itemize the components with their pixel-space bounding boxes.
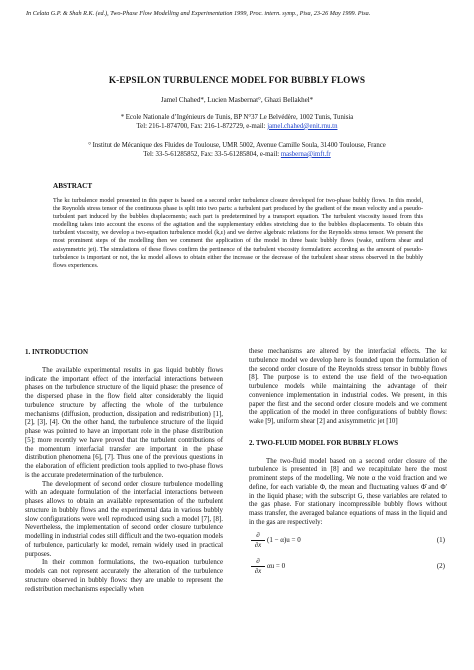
- intro-continuation: these mechanisms are altered by the interfacial effects. The kε turbulence model we develop here is founded upon the formulation of the second order closure of the Reynolds stress tensor in bubbly flows [8]. The purpose is to extend the use field of the two-equation turbulence models while maintaining the advantage of their convenience implementation in industrial codes. We present, in this paper the first and the second order closure models and we comment the application of the model in three configurations of bubbly flows: wake [9], uniform shear [2] and axisymmetric jet [10]: [249, 348, 447, 425]
- equation-2-numerator: ∂: [256, 556, 260, 565]
- equation-1-body: (1 − α)u = 0: [267, 535, 301, 544]
- header-note: In Celata G.P. & Shah R.K. (ed.), Two-Phase Flow Modelling and Experimentation 1999, Proc. intern. symp., Pisa, 23-26 May 1999. Pisa.: [26, 10, 371, 17]
- abstract-text: The kε turbulence model presented in this paper is based on a second order turbulence closure developed for two-phase bubbly flows. In this model, the Reynolds stress tensor of the continuous phase is split into two parts: a turbulent part produced by the gradient of the mean velocity and a pseudo-turbulent part induced by the bubbles displacements; each part is predetermined by a transport equation. The turbulent viscosity issued from this modelling takes into account the excess of the agitation and the supplementary eddies stretching due to the bubbles displacements. To obtain this turbulent viscosity, we develop a two-equation turbulence model (k,ε) and we derive algebraic relations for the Reynolds stress tensor. We present the most prominent steps of the modelling then we comment the application of the model in three basic bubbly flows (wake, uniform shear and axisymmetric jet). The simulations of these flows confirm the pertinence of the turbulent viscosity formulation: according as the amount of pseudo-turbulence is important or not, the kε model allows to obtain either the increase or the decrease of the turbulent shear stress observed in the bubbly flows experiences.: [53, 198, 423, 269]
- section-2-heading: 2. TWO-FLUID MODEL FOR BUBBLY FLOWS: [249, 438, 399, 447]
- affiliation-2: [0, 142, 474, 159]
- left-column: [25, 348, 223, 594]
- intro-paragraph-3: In their common formulations, the two-equation turbulence models can not represent accurately the alteration of the turbulence structure observed in bubbly flows: they are unable to represent the redistribution mechanisms especially when: [25, 559, 223, 593]
- authors: Jamel Chahed*, Lucien Masbernat°, Ghazi Bellakhel*: [160, 96, 314, 104]
- affiliation-2-phone: Tel: 33-5-61285852, Fax: 33-5-61285804, e-mail:: [143, 150, 281, 158]
- affiliation-1-phone: Tel: 216-1-874700, Fax: 216-1-872729, e-mail:: [136, 122, 268, 130]
- section-2-paragraph: The two-fluid model based on a second order closure of the turbulence is presented in [8] and we recapitulate here the most prominent steps of the modelling. We note α the void fraction and we define, for each variable Φ, the mean and fluctuating values Φ̄ and Φ′ in the liquid phase; with the subscript G, these variables are related to the gas phase. For stationary incompressible bubbly flows without mass transfer, the averaged balance equations of mass in the liquid and in the gas are respectively:: [249, 457, 447, 526]
- abstract-heading: ABSTRACT: [53, 182, 93, 190]
- equation-2-denominator: ∂x: [254, 566, 262, 575]
- affiliation-2-contact: [0, 151, 474, 160]
- intro-paragraph-2: The development of second order closure turbulence modelling with an adequate formulation of the interfacial interactions between phases allows to obtain an available representation of the turbulent structure in bubbly flows and the experimental data in various bubbly slow configurations were well reproduced using such a model [7], [8]. Nevertheless, the implementation of second order closure turbulence modelling in industrial codes still difficult and the two-equation models of turbulence, particularly kε model, remain widely used in practical purposes.: [25, 480, 223, 558]
- equation-2-number: (2): [436, 561, 445, 570]
- equation-2: [249, 558, 447, 580]
- introduction-heading: 1. INTRODUCTION: [25, 348, 89, 356]
- affiliation-1-address: * Ecole Nationale d’Ingénieurs de Tunis, BP N°37 Le Belvédère, 1002 Tunis, Tunisia: [120, 114, 354, 121]
- equation-2-body: αu = 0: [267, 561, 286, 570]
- intro-paragraph-1: The available experimental results in gas liquid bubbly flows indicate the important effect of the interfacial interactions between phases on the turbulence structure of the liquid phase: the presence of the dispersed phase in the flow field alter considerably the liquid turbulence structure by affecting the whole of the turbulence mechanisms (diffusion, production, dissipation and redistribution) [1], [2], [3], [4]. On the other hand, the turbulence structure of the liquid phase was pointed to have an important role in the phase distribution [5]; more recently we have proved that the turbulent contributions of the momentum interfacial transfer are important in the phase distribution phenomena [6], [7]. Thus one of the previous questions in the elaboration of efficient prediction tools applied to two-phase flows is the accurate predetermination of the turbulence.: [25, 366, 223, 479]
- paper-title: K-EPSILON TURBULENCE MODEL FOR BUBBLY FLOWS: [108, 76, 366, 86]
- equation-1: [249, 532, 447, 554]
- equation-1-numerator: ∂: [256, 530, 260, 539]
- affiliation-1-email-link[interactable]: jamel.chahed@enit.rnu.tn: [267, 122, 338, 130]
- equation-2-derivative: [251, 558, 265, 575]
- affiliation-2-address: ° Institut de Mécanique des Fluides de Toulouse, UMR 5002, Avenue Camille Soula, 31400 Toulouse, France: [88, 142, 386, 149]
- equation-1-number: (1): [436, 535, 445, 544]
- affiliation-2-email-link[interactable]: masberna@imft.fr: [280, 150, 331, 158]
- right-column: [249, 348, 447, 580]
- affiliation-1-contact: [0, 123, 474, 132]
- equation-1-denominator: ∂x: [254, 540, 262, 549]
- affiliation-1: [0, 114, 474, 131]
- equation-1-derivative: [251, 532, 265, 549]
